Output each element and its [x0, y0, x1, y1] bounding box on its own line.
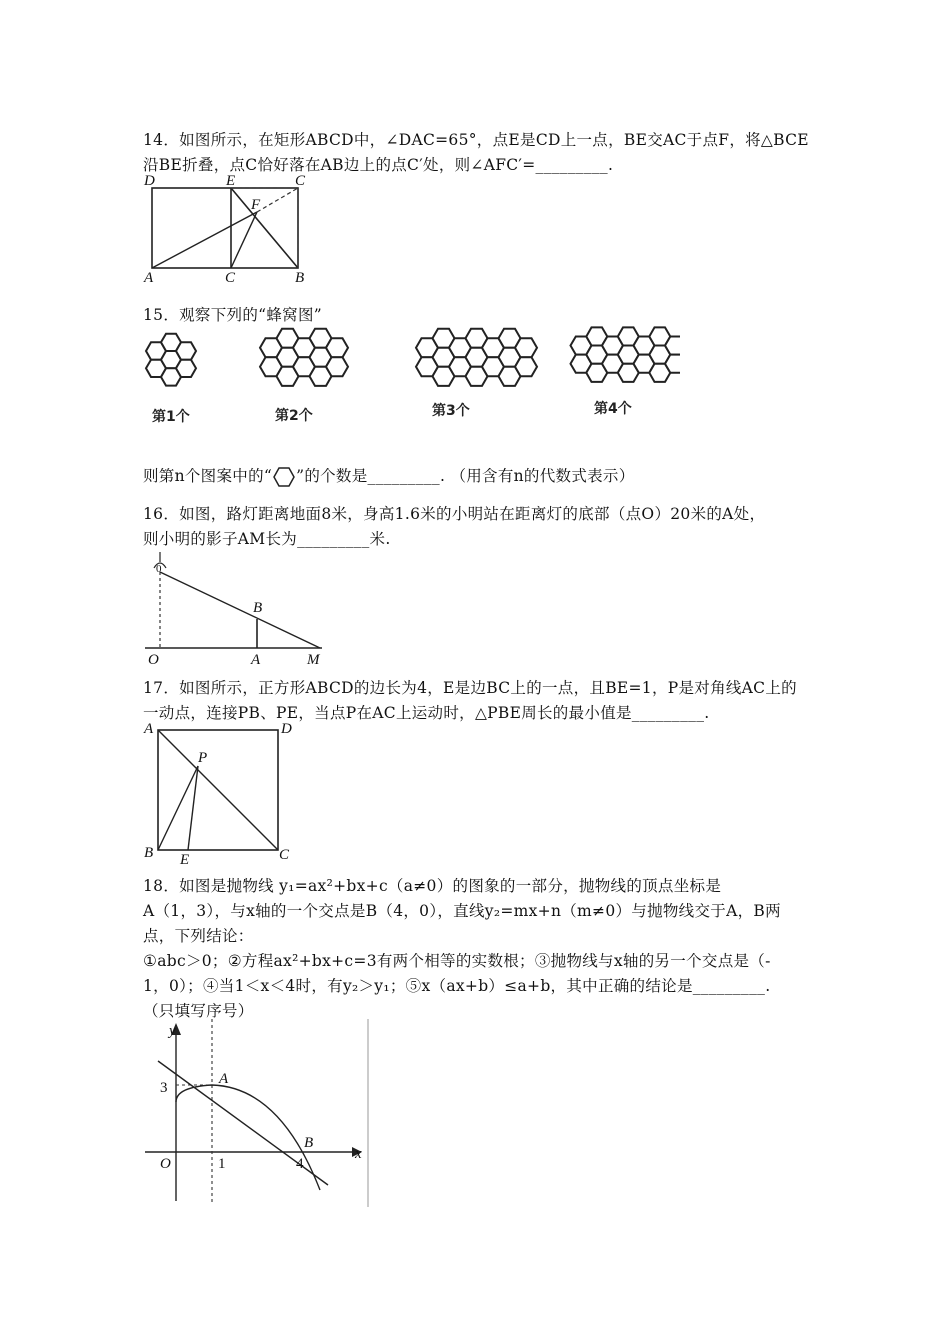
q17-label-P: P: [198, 750, 208, 766]
honeycomb-cell: [515, 338, 537, 357]
q17-label-E: E: [180, 852, 190, 867]
q17-square-figure: [140, 717, 300, 867]
q14-label-B: B: [295, 270, 305, 285]
honeycomb-cell: [326, 357, 348, 376]
q16-streetlight-figure: [140, 548, 330, 670]
hexagon-icon: [272, 466, 296, 488]
honeycomb-cell: [176, 360, 196, 377]
q17-label-C: C: [279, 847, 290, 863]
q18-line-3: 点，下列结论：: [143, 927, 254, 945]
q18-line-5: 1，0）；④当1＜x＜4时，有y₂＞y₁；⑤x（ax+b）≤a+b，其中正确的结论是_________.: [143, 977, 771, 995]
q18-tick-3: 3: [160, 1080, 168, 1096]
q18-axis-x-label: x: [355, 1146, 362, 1162]
honeycomb-cell: [515, 357, 537, 376]
q18-line-1: 18．如图是抛物线 y₁=ax²+bx+c（a≠0）的图象的一部分，抛物线的顶点坐标是: [143, 877, 722, 895]
q18-label-O: O: [160, 1156, 171, 1172]
q16-lamp-label: 0: [156, 563, 162, 575]
q18-label-A: A: [219, 1071, 229, 1087]
q14-label-A: A: [144, 270, 154, 285]
q15-honeycomb-figures: [140, 323, 680, 428]
q16-label-M: M: [307, 652, 320, 668]
honeycomb-cell: [326, 338, 348, 357]
q14-label-F: F: [251, 197, 261, 213]
q18-label-B: B: [304, 1135, 314, 1151]
q18-tick-4: 4: [296, 1156, 304, 1172]
q18-line-6: （只填写序号）: [143, 1002, 254, 1020]
q14-line-1: 14．如图所示，在矩形ABCD中，∠DAC=65°，点E是CD上一点，BE交AC于点F，将△BCE: [143, 131, 809, 149]
q18-axis-y-label: y: [169, 1023, 176, 1039]
q15-line-2-pre: 则第n个图案中的“: [143, 467, 273, 485]
q18-line-4: ①abc＞0；②方程ax²+bx+c=3有两个相等的实数根；③抛物线与x轴的另一个交点是（-: [143, 952, 771, 970]
q14-label-D: D: [144, 173, 155, 189]
q14-rectangle-figure: [140, 170, 320, 285]
q15-line-2: [143, 464, 635, 488]
q14-label-C-top: C: [295, 173, 306, 189]
q18-tick-1: 1: [218, 1156, 226, 1172]
q15-line-2-post: ”的个数是_________. （用含有n的代数式表示）: [296, 467, 635, 485]
q16-label-A: A: [251, 652, 261, 668]
q14-label-E: E: [226, 173, 236, 189]
q14-line-2: 沿BE折叠，点C恰好落在AB边上的点C′处，则∠AFC′=_________.: [143, 156, 614, 174]
q16-label-B: B: [253, 600, 263, 616]
q18-parabola-graph: [140, 1015, 380, 1211]
q17-label-B: B: [144, 845, 154, 861]
honeycomb-caption-4: 第4个: [594, 401, 632, 417]
q16-line-1: 16．如图，路灯距离地面8米，身高1.6米的小明站在距离灯的底部（点O）20米的A处，: [143, 505, 766, 523]
honeycomb-cell: [176, 342, 196, 359]
honeycomb-caption-3: 第3个: [432, 403, 470, 419]
q17-line-2: 一动点，连接PB、PE，当点P在AC上运动时，△PBE周长的最小值是_________.: [143, 704, 710, 722]
q15-line-1: 15．观察下列的“蜂窝图”: [143, 306, 322, 324]
q17-label-A: A: [144, 721, 154, 737]
q18-line-2: A（1，3），与x轴的一个交点是B（4，0），直线y₂=mx+n（m≠0）与抛物线交于A，B两: [143, 902, 781, 920]
q16-label-O: O: [148, 652, 159, 668]
honeycomb-caption-2: 第2个: [275, 408, 313, 424]
q16-line-2: 则小明的影子AM长为_________米.: [143, 530, 391, 548]
q17-label-D: D: [281, 721, 292, 737]
q17-line-1: 17．如图所示，正方形ABCD的边长为4，E是边BC上的一点，且BE=1，P是对角线AC上的: [143, 679, 797, 697]
honeycomb-caption-1: 第1个: [152, 409, 190, 425]
q14-label-C-prime: C: [225, 270, 236, 285]
